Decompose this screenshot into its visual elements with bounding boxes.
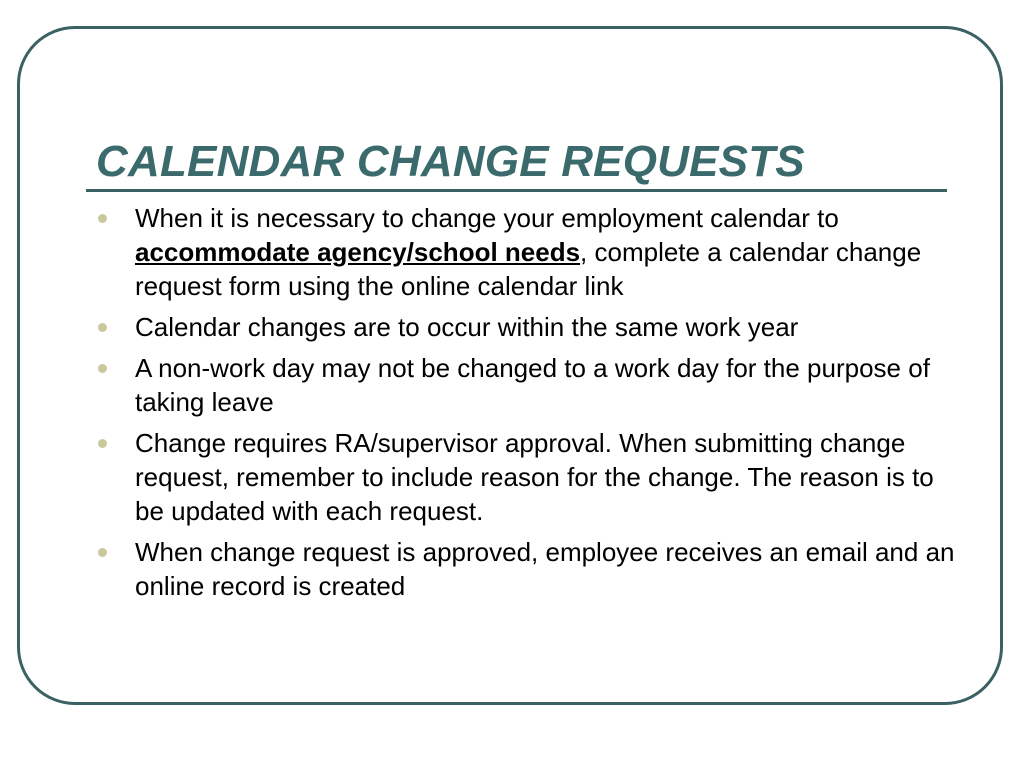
bullet-emphasis-text: accommodate agency/school needs <box>135 237 581 267</box>
bullet-text-before: When it is necessary to change your employment calendar to <box>135 203 839 233</box>
slide-title: CALENDAR CHANGE REQUESTS <box>96 137 805 186</box>
title-underline-divider <box>86 189 947 192</box>
bullet-text: Calendar changes are to occur within the same work year <box>135 312 799 342</box>
bullet-item-1 <box>96 201 956 303</box>
bullet-item-4 <box>96 426 956 528</box>
bullet-dot-icon <box>98 548 107 557</box>
bullet-dot-icon <box>98 364 107 373</box>
bullet-list <box>96 201 956 610</box>
bullet-text-after: , complete a calendar change request form using the online calendar link <box>135 237 922 301</box>
bullet-dot-icon <box>98 323 107 332</box>
bullet-item-5 <box>96 535 956 603</box>
bullet-text: Change requires RA/supervisor approval. When submitting change request, remember to include reason for the change. The reason is to be updated with each request. <box>135 428 934 526</box>
bullet-text: When change request is approved, employee receives an email and an online record is created <box>135 537 955 601</box>
bullet-dot-icon <box>98 439 107 448</box>
bullet-item-2 <box>96 310 956 344</box>
bullet-dot-icon <box>98 214 107 223</box>
bullet-text: A non-work day may not be changed to a work day for the purpose of taking leave <box>135 353 930 417</box>
bullet-item-3 <box>96 351 956 419</box>
